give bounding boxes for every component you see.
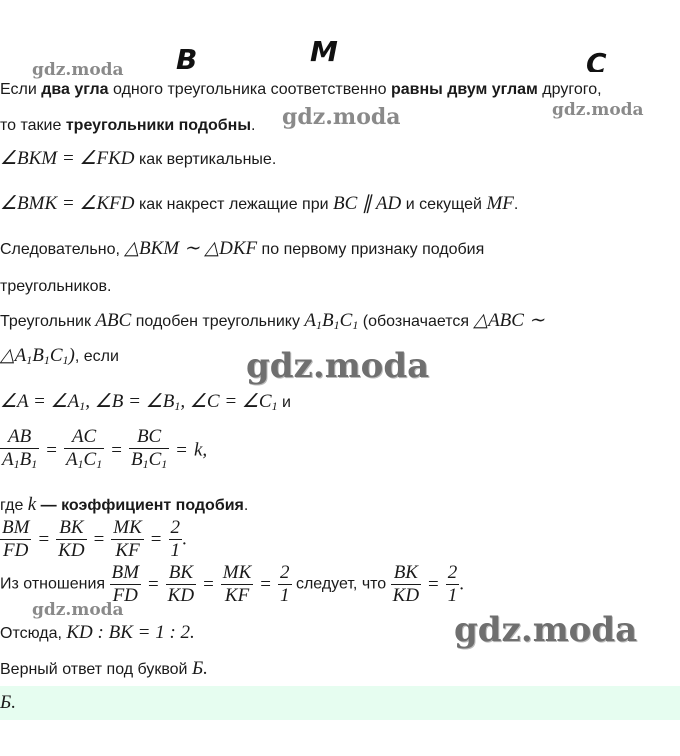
answer-value: Б.: [0, 692, 16, 713]
answer-box: [0, 686, 680, 720]
watermark: gdz.moda: [32, 600, 124, 620]
ratio-row: $\frac{BM}{FD}$ = $\frac{BK}{KD}$ = $\frac{MK}{KF}$ = $\frac{2}{1}$ .: [2, 517, 187, 561]
answer-line: Верный ответ под буквой Б.: [0, 658, 208, 679]
watermark: gdz.moda: [454, 610, 638, 650]
intro-line-2: то такие треугольники подобны.: [0, 117, 256, 134]
watermark: gdz.moda: [246, 346, 430, 386]
conclusion-ratio: Из отношения $\frac{BM}{FD}$ = $\frac{BK}{KD}$ = $\frac{MK}{KF}$ = $\frac{2}{1}$ следует, что $\frac{BK}{KD}$ = $\frac{2}{1}$ .: [0, 562, 465, 606]
conclusion-result: Отсюда, KD : BK = 1 : 2.: [0, 622, 195, 643]
step-vertical-angles: ∠BKM = ∠FKD как вертикальные.: [0, 148, 277, 169]
step-alternate-angles: ∠BMK = ∠KFD как накрест лежащие при BC ∥ AD и секущей MF.: [0, 193, 519, 214]
watermark: gdz.moda: [32, 60, 124, 80]
step-similarity: Следовательно, △BKM ∼ △DKF по первому признаку подобия: [0, 238, 485, 259]
top-label-b: B: [176, 44, 198, 72]
definition-k: где k — коэффициент подобия.: [0, 494, 249, 515]
definition-ratio: $\frac{AB}{A_1B_1}$ = $\frac{AC}{A_1C_1}$ = $\frac{BC}{B_1C_1}$ = k,: [0, 426, 207, 475]
definition-angles: ∠A = $\angle A_1$, ∠B = $\angle B_1$, ∠C = $\angle C_1$ и: [0, 391, 291, 413]
definition-line-2: $\triangle A_1B_1C_1$), если: [0, 345, 119, 367]
step-similarity-cont: треугольников.: [0, 278, 112, 295]
top-label-c: C: [586, 47, 607, 72]
watermark: gdz.moda: [282, 104, 401, 130]
definition-line-1: Треугольник ABC подобен треугольнику $A_1B_1C_1$ (обозначается △ABC ∼: [0, 310, 545, 332]
intro-line-1: Если два угла одного треугольника соответственно равны двум углам другого,: [0, 81, 602, 98]
top-label-m: M: [310, 38, 338, 68]
watermark: gdz.moda: [552, 100, 644, 120]
